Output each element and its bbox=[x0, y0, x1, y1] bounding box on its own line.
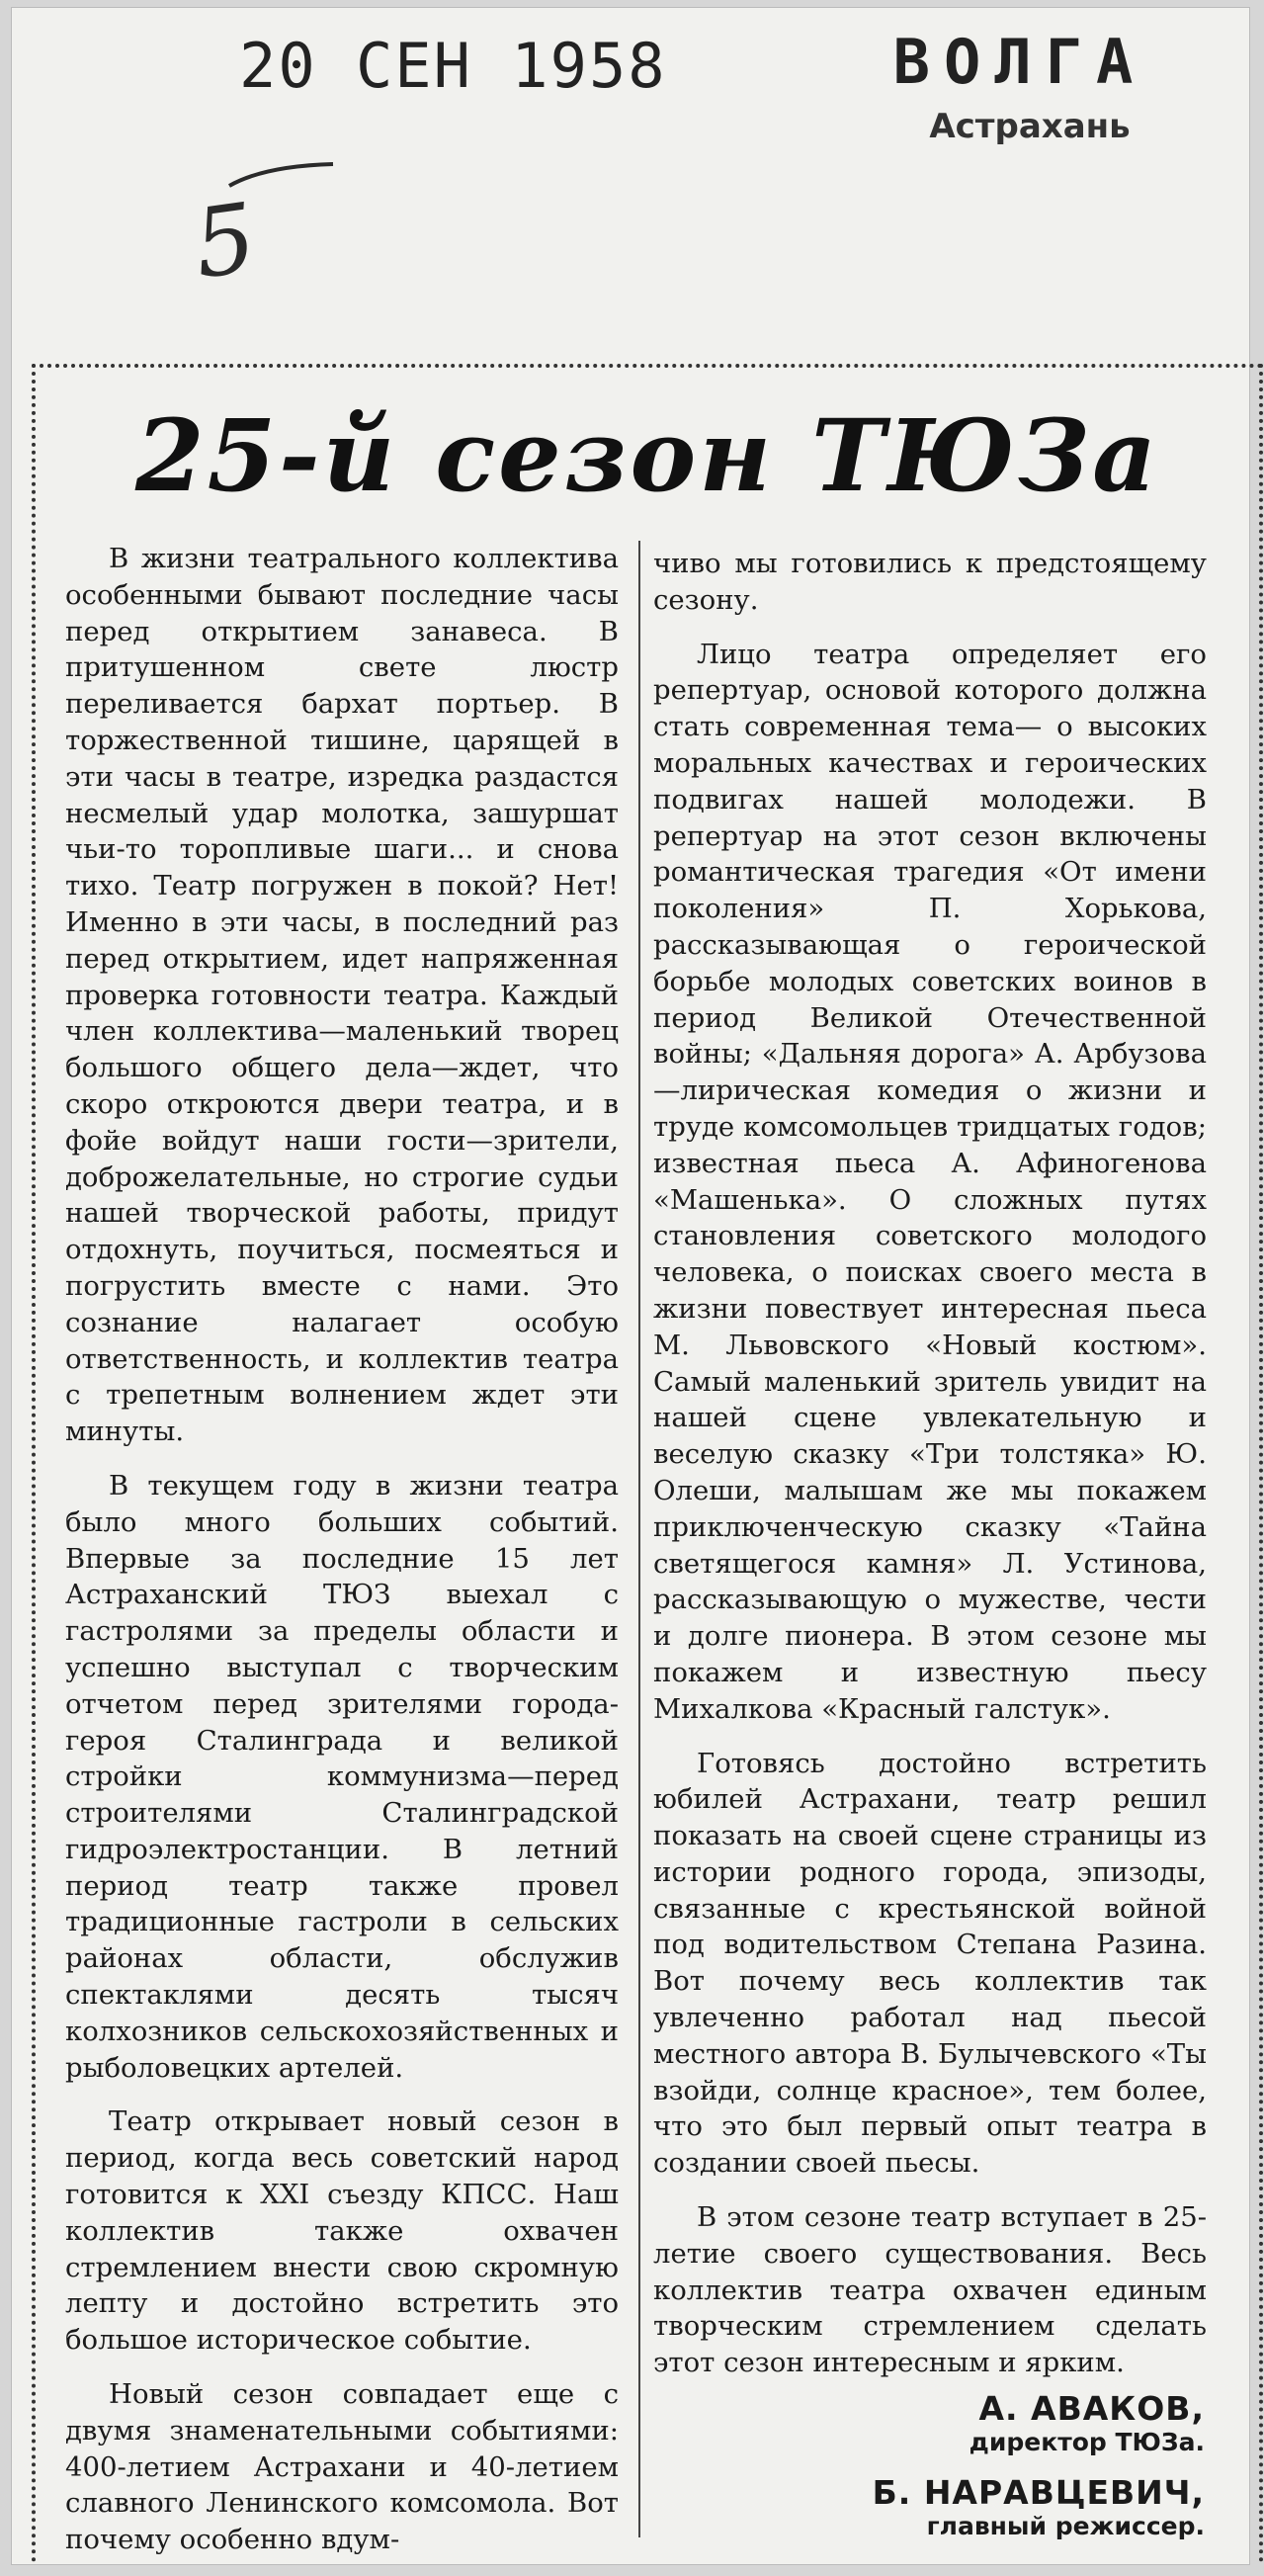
paragraph: Лицо театра определяет его репертуар, основой которого должна стать современная тема— о высоких моральных качествах и героических подвигах нашей молодежи. В репертуар на этот сезон включены романтическая трагедия «От имени поколения» П. Хорькова, рассказывающая о героической борьбе молодых советских воинов в период Великой Отечественной войны; «Дальняя дорога» А. Арбузова—лирическая комедия о жизни и труде комсомольцев тридцатых годов; известная пьеса А. Афиногенова «Машенька». О сложных путях становления советского молодого человека, о поисках своего места в жизни повествует интересная пьеса М. Львовского «Новый костюм». Самый маленький зритель увидит на нашей сцене увлекательную и веселую сказку «Три толстяка» Ю. Олеши, малышам же мы покажем приключенческую сказку «Тайна светящегося камня» Л. Устинова, рассказывающую о мужестве, чести и долге пионера. В этом сезоне мы покажем и известную пьесу Михалкова «Красный галстук». bbox=[653, 638, 1207, 1725]
paragraph: Новый сезон совпадает еще с двумя знаменательными событиями: 400-летием Астрахани и 40-летием славного Ленинского комсомола. Вот почему особенно вдум- bbox=[65, 2378, 619, 2556]
paragraph: Готовясь достойно встретить юбилей Астрахани, театр решил показать на своей сцене страницы из истории родного города, эпизоды, связанные с крестьянской войной под водительством Степана Разина. Вот почему весь коллектив так увлеченно работал над пьесой местного автора В. Булычевского «Ты взойди, солнце красное», тем более, что это был первый опыт театра в создании своей пьесы. bbox=[653, 1747, 1207, 2180]
signature-role: директор ТЮЗа. bbox=[969, 2428, 1205, 2456]
signature-role: главный режиссер. bbox=[926, 2512, 1205, 2540]
handwritten-number: 5 bbox=[187, 182, 263, 301]
column-divider bbox=[638, 541, 640, 2537]
paragraph: В этом сезоне театр вступает в 25-летие своего существования. Весь коллектив театра охвачен единым творческим стремлением сделать этот сезон интересным и ярким. bbox=[653, 2201, 1207, 2379]
date-stamp: 20 СЕН 1958 bbox=[239, 30, 667, 102]
paragraph: Театр открывает новый сезон в период, когда весь советский народ готовится к XXI съезду КПСС. Наш коллектив также охвачен стремлением внести свою скромную лепту и достойно встретить это большое историческое событие. bbox=[65, 2105, 619, 2357]
article-headline: 25-й сезон ТЮЗа bbox=[135, 397, 1159, 514]
clipping-sheet bbox=[12, 8, 1249, 2564]
signature-author-2 bbox=[750, 2473, 1205, 2540]
article-right-column bbox=[653, 546, 1207, 2399]
paragraph: чиво мы готовились к предстоящему сезону. bbox=[653, 548, 1207, 616]
paragraph: В текущем году в жизни театра было много больших событий. Впервые за последние 15 лет Астраханский ТЮЗ выехал с гастролями за пределы области и успешно выступал с творческим отчетом перед зрителями города-героя Сталинграда и великой стройки коммунизма—перед строителями Сталинградской гидроэлектростанции. В летний период театр также провел традиционные гастроли в сельских районах области, обслужив спектаклями десять тысяч колхозников сельскохозяйственных и рыболовецких артелей. bbox=[65, 1469, 619, 2084]
signature-name: А. АВАКОВ, bbox=[978, 2389, 1205, 2428]
paragraph: В жизни театрального коллектива особенными бывают последние часы перед открытием занавеса. В притушенном свете люстр переливается бархат портьер. В торжественной тишине, царящей в эти часы в театре, изредка раздастся несмелый удар молотка, зашуршат чьи-то торопливые шаги... и снова тихо. Театр погружен в покой? Нет! Именно в эти часы, в последний раз перед открытием, идет напряженная проверка готовности театра. Каждый член коллектива—маленький творец большого общего дела—ждет, что скоро откроются двери театра, и в фойе войдут наши гости—зрители, доброжелательные, но строгие судьи нашей творческой работы, придут отдохнуть, поучиться, посмеяться и погрустить вместе с нами. Это сознание налагает особую ответственность, и коллектив театра с трепетным волнением ждет эти минуты. bbox=[65, 543, 619, 1448]
signature-name: Б. НАРАВЦЕВИЧ, bbox=[872, 2473, 1205, 2512]
article-clipping bbox=[32, 364, 1263, 2564]
newspaper-stamp: ВОЛГА bbox=[892, 26, 1147, 98]
article-left-column bbox=[65, 541, 619, 2576]
city-stamp: Астрахань bbox=[929, 107, 1131, 146]
signature-author-1 bbox=[750, 2389, 1205, 2456]
